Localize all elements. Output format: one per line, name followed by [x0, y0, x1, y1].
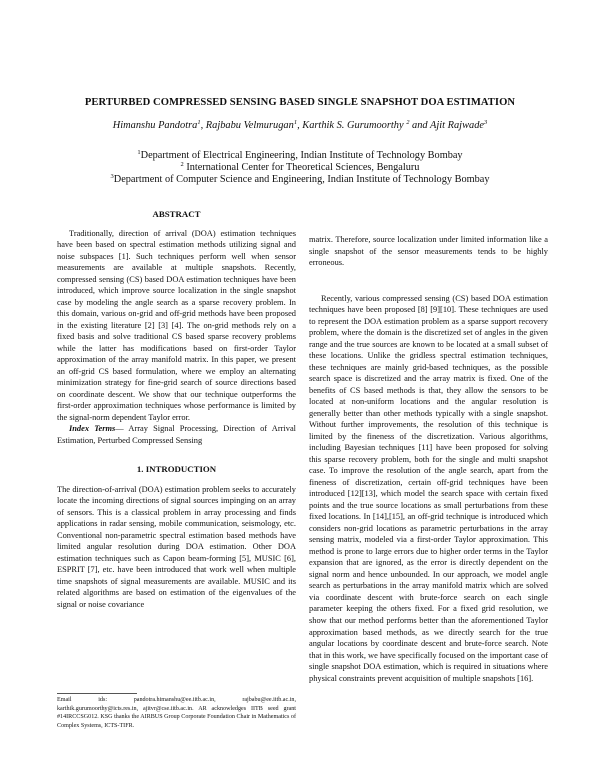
index-terms-label: Index Terms — [69, 424, 116, 434]
abstract-text: Traditionally, direction of arrival (DOA) estimation techniques have been based on spectral estimation methods utilizing signal and noise subspaces [1]. Such techniques perform well when sensor measurements are available at multiple snapshots. Recently, compressed sensing (CS) based DOA estimation techniques have been introduced, which improve source localization in the single snapshot case by modeling the angle search as a sparse recovery problem. In this domain, various on-grid and off-grid methods have been proposed in the existing literature [2] [3] [4]. The on-grid methods rely on a fixed basis and solve traditional CS based sparse recovery problems while the latter has modifications based on first-order Taylor approximation of the array manifold matrix. In this paper, we present an off-grid CS based formulation, where we employ an alternating minimization strategy for fine-grid search of source directions based on coordinate descent. We show that our technique outperforms the first-order approximation techniques whose performance is limited by the signal-norm dependent Taylor error. — [57, 228, 296, 422]
index-terms-text: Array Signal Processing, Direction of Arrival Estimation, Perturbed Compressed Sensing — [57, 424, 296, 445]
footnote: Email ids: pandotra.himanshu@ee.iitb.ac.in, rajbabu@ee.iitb.ac.in, karthik.gurumoorthy@icts.res.in, ajitvr@cse.iitb.ac.in. AR acknowledges IITB seed grant #14IRCCSG012. KSG thanks the AIRBUS Group Corporate Foundation Chair in Mathematics of Complex Systems, ICTS-TIFR. — [57, 697, 296, 729]
paper-title: PERTURBED COMPRESSED SENSING BASED SINGLE SNAPSHOT DOA ESTIMATION — [84, 97, 516, 108]
abstract-heading: ABSTRACT — [152, 209, 201, 219]
footnote-rule — [57, 693, 137, 694]
affiliation-mark: 1 — [137, 149, 141, 156]
author-name: Karthik S. Gurumoorthy — [302, 120, 404, 131]
affiliation-text: International Center for Theoretical Sciences, Bengaluru — [186, 162, 420, 173]
author-name: Rajbabu Velmurugan — [205, 120, 294, 131]
affiliation-mark: 3 — [110, 173, 114, 180]
left-column — [57, 209, 296, 611]
affiliation-text: Department of Computer Science and Engineering, Indian Institute of Technology Bombay — [113, 174, 490, 185]
author-affiliation-mark: 1 — [293, 119, 298, 126]
author-affiliation-mark: 3 — [484, 119, 488, 126]
introduction-paragraph: Recently, various compressed sensing (CS) based DOA estimation techniques have been proposed [8] [9][10]. These techniques are used to represent the DOA estimation problem as a sparse support recovery problem, where the domain is the discretized set of angles in the given range and the true sources are known to be located at a small subset of these locations. Unlike the gridless spectral estimation techniques, these techniques are mainly grid-based techniques, as the possible search space is discretized and the array matrix is fixed. One of the benefits of CS based methods is that, they allow the sensors to be located at non-uniform locations and the angular resolution is generally better than other methods typically with a single snapshot. Without further improvements, the resolution of this technique is limited by the fineness of the discretization. Various algorithms, including Bayesian techniques [11] have been proposed for solving this sparse recovery problem, both for the single and multi snapshot case. To improve the resolution of the angle search, apart from the fineness of discretization, certain off-grid techniques have been introduced [12][13], which model the search space with certain fixed points and the true source locations as small perturbations from these fixed locations. In [14],[15], an off-grid technique is introduced which considers non-grid locations as parametric perturbations in the array sensing matrix, modeled via a first-order Taylor approximation. This method is prone to large errors due to higher order terms in the Taylor expansion that are ignored, as the error is directly dependent on the signal norm and hence unbounded. In our approach, we model angle search as perturbations in the array manifold matrix which are solved via coordinate descent with brute-force search on each single parameter keeping the others fixed. For a fixed grid resolution, we show that our method performs better than the aforementioned Taylor approximation based methods, as we directly search for the true angular locations by coordinate descent and brute-force search. Note that in this work, we have specifically focused on the important case of single snapshot DOA estimation, which is required in situations where physical constraints prevent acquisition of multiple snapshots [16]. — [309, 293, 548, 683]
affiliation — [40, 162, 560, 173]
index-terms — [57, 423, 296, 446]
right-column — [309, 234, 548, 684]
author-affiliation-mark: 1 — [197, 119, 201, 126]
affiliation-mark: 2 — [180, 161, 184, 168]
author-affiliation-mark: 2 — [406, 119, 410, 126]
affiliation — [40, 174, 560, 185]
introduction-heading: 1. INTRODUCTION — [136, 464, 217, 475]
introduction-paragraph: The direction-of-arrival (DOA) estimation problem seeks to accurately locate the incoming directions of signal sources impinging on an array of sensors. This is a classical problem in array processing and finds applications in radar sensing, mobile communication, seismology, etc. Conventional non-parametric spectral estimation based methods have limited angular resolution during DOA estimation. Other DOA estimation techniques such as Capon beam-forming [5], MUSIC [6], ESPRIT [7], etc. have been introduced that work well when multiple time snapshots of signal measurements are available. MUSIC and its related algorithms are based on estimation of the eigenvalues of the signal or noise covariance — [57, 484, 296, 609]
affiliation — [40, 150, 560, 161]
introduction-paragraph-continued: matrix. Therefore, source localization under limited information like a single snapshot of the sensor measurements tends to be highly erroneous. — [309, 235, 548, 268]
author-name: Ajit Rajwade — [430, 120, 484, 131]
author-name: Himanshu Pandotra — [112, 120, 198, 131]
index-terms-separator: — — [115, 424, 129, 434]
affiliation-text: Department of Electrical Engineering, Indian Institute of Technology Bombay — [140, 150, 463, 161]
author-list: Himanshu Pandotra$^1$, Rajbabu Velmurugan$^1$, Karthik S. Gurumoorthy $^2$ and Ajit Rajwade$^3$ — [112, 119, 488, 131]
